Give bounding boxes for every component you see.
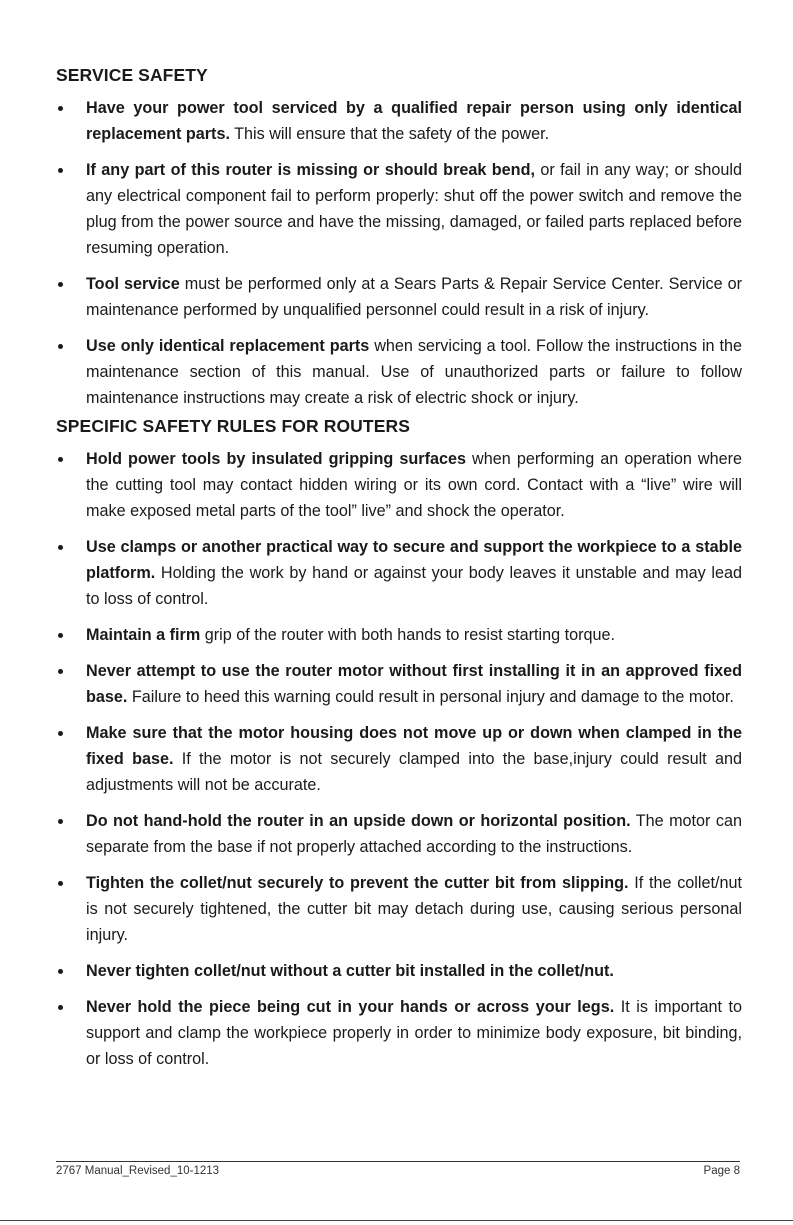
item-bold-text: Use clamps or another practical way to secure and support the workpiece to a stable platform. — [86, 538, 742, 582]
item-text: If the motor is not securely clamped into the base,injury could result and adjustments will not be accurate. — [86, 750, 742, 794]
item-bold-text: Never hold the piece being cut in your hands or across your legs. — [86, 998, 615, 1016]
item-text: It is important to support and clamp the workpiece properly in order to minimize body exposure, bit binding, or loss of control. — [86, 998, 743, 1068]
item-text: The motor can separate from the base if not properly attached according to the instructions. — [86, 812, 742, 856]
item-text: This will ensure that the safety of the power. — [229, 125, 550, 143]
item-bold-text: Use only identical replacement parts — [86, 337, 370, 355]
item-bold-text: Do not hand-hold the router in an upside down or horizontal position. — [86, 812, 631, 830]
page-number: Page 8 — [703, 1165, 740, 1177]
item-bold-text: Tighten the collet/nut securely to prevent the cutter bit from slipping. — [86, 874, 629, 892]
manual-page — [56, 62, 742, 1072]
item-bold-text: Hold power tools by insulated gripping surfaces — [86, 450, 466, 468]
item-text: or fail in any way; or should any electrical component fail to perform properly: shut off the power switch and remove the plug from the power source and have the missing, damaged, or failed parts replaced before resuming operation. — [86, 161, 742, 257]
item-text: when performing an operation where the cutting tool may contact hidden wiring or its own cord. Contact with a “live” wire will make exposed metal parts of the tool” live” and shock the operator. — [86, 450, 742, 520]
list-item — [56, 333, 742, 411]
list-item — [56, 157, 742, 261]
list-item — [56, 622, 742, 648]
item-bold-text: Never attempt to use the router motor without first installing it in an approved fixed base. — [86, 662, 742, 706]
item-bold-text: Tool service — [86, 275, 180, 293]
item-text: grip of the router with both hands to resist starting torque. — [200, 626, 616, 644]
item-text: Holding the work by hand or against your body leaves it unstable and may lead to loss of control. — [86, 564, 742, 608]
list-item — [56, 870, 742, 948]
item-bold-text: If any part of this router is missing or should break bend, — [86, 161, 535, 179]
item-text: when servicing a tool. Follow the instructions in the maintenance section of this manual. Use of unauthorized parts or failure to follow maintenance instructions may create a risk of electric shock or injury. — [86, 337, 742, 407]
list-item — [56, 958, 742, 984]
router-safety-list — [56, 446, 742, 1072]
list-item — [56, 271, 742, 323]
service-safety-list — [56, 95, 742, 411]
list-item — [56, 446, 742, 524]
item-text: must be performed only at a Sears Parts & Repair Service Center. Service or maintenance performed by unqualified personnel could result in a risk of injury. — [86, 275, 742, 319]
list-item — [56, 720, 742, 798]
list-item — [56, 534, 742, 612]
list-item — [56, 95, 742, 147]
list-item — [56, 658, 742, 710]
item-bold-text: Make sure that the motor housing does not move up or down when clamped in the fixed base. — [86, 724, 742, 768]
item-bold-text: Have your power tool serviced by a qualified repair person using only identical replacement parts. — [86, 99, 742, 143]
service-safety-heading: SERVICE SAFETY — [56, 65, 208, 85]
item-text: If the collet/nut is not securely tightened, the cutter bit may detach during use, causing serious personal injury. — [86, 874, 742, 944]
page-footer — [56, 1161, 740, 1177]
list-item — [56, 808, 742, 860]
page-edge-divider — [0, 1220, 793, 1221]
list-item — [56, 994, 742, 1072]
item-text: Failure to heed this warning could result in personal injury and damage to the motor. — [127, 688, 734, 706]
document-id: 2767 Manual_Revised_10-1213 — [56, 1165, 220, 1177]
item-bold-text: Maintain a firm — [86, 626, 201, 644]
router-safety-heading: SPECIFIC SAFETY RULES FOR ROUTERS — [56, 416, 410, 436]
item-bold-text: Never tighten collet/nut without a cutter bit installed in the collet/nut. — [86, 962, 614, 980]
